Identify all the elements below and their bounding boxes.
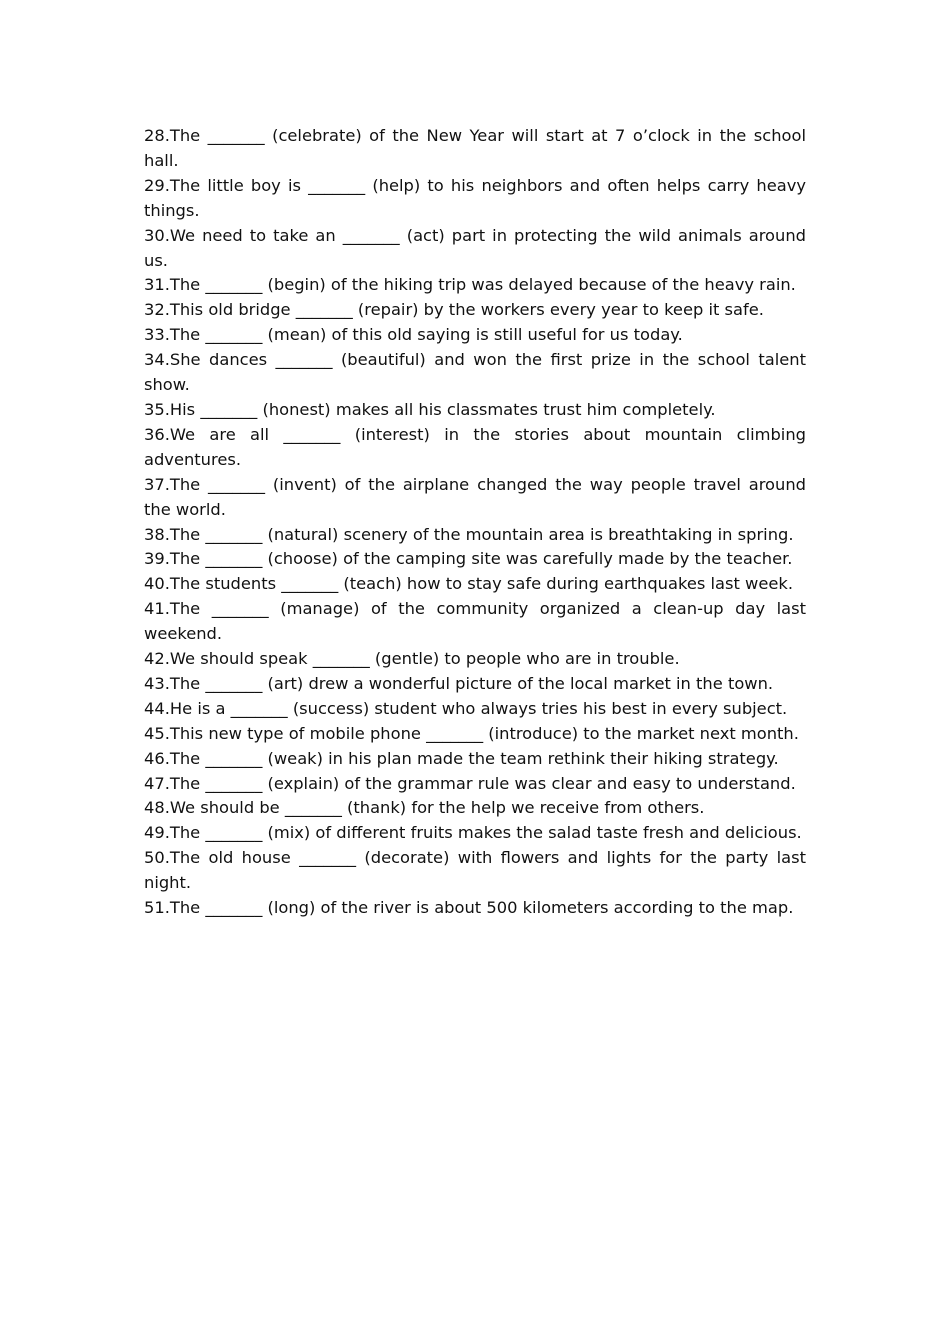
- question-35: 35.His _______ (honest) makes all his classmates trust him completely.: [144, 399, 716, 419]
- question-34: 34.She dances _______ (beautiful) and won the first prize in the school talent show.: [144, 350, 806, 395]
- question-48: 48.We should be _______ (thank) for the help we receive from others.: [144, 798, 705, 818]
- question-31: 31.The _______ (begin) of the hiking trip was delayed because of the heavy rain.: [144, 275, 796, 295]
- question-46: 46.The _______ (weak) in his plan made the team rethink their hiking strategy.: [144, 748, 779, 768]
- question-47: 47.The _______ (explain) of the grammar rule was clear and easy to understand.: [144, 773, 796, 793]
- question-29: 29.The little boy is _______ (help) to his neighbors and often helps carry heavy things.: [144, 175, 806, 220]
- question-41: 41.The _______ (manage) of the community organized a clean-up day last weekend.: [144, 599, 806, 644]
- question-40: 40.The students _______ (teach) how to stay safe during earthquakes last week.: [144, 574, 793, 594]
- question-39: 39.The _______ (choose) of the camping site was carefully made by the teacher.: [144, 549, 793, 569]
- question-38: 38.The _______ (natural) scenery of the mountain area is breathtaking in spring.: [144, 524, 794, 544]
- document-page: [144, 124, 806, 921]
- question-28: 28.The _______ (celebrate) of the New Year will start at 7 o’clock in the school hall.: [144, 126, 806, 170]
- question-44: 44.He is a _______ (success) student who always tries his best in every subject.: [144, 698, 788, 718]
- question-42: 42.We should speak _______ (gentle) to people who are in trouble.: [144, 649, 680, 669]
- question-32: 32.This old bridge _______ (repair) by the workers every year to keep it safe.: [144, 300, 764, 320]
- question-30: 30.We need to take an _______ (act) part in protecting the wild animals around us.: [144, 225, 806, 270]
- question-49: 49.The _______ (mix) of different fruits makes the salad taste fresh and delicious.: [144, 823, 802, 843]
- question-51: 51.The _______ (long) of the river is about 500 kilometers according to the map.: [144, 898, 794, 918]
- question-43: 43.The _______ (art) drew a wonderful picture of the local market in the town.: [144, 673, 774, 693]
- question-37: 37.The _______ (invent) of the airplane changed the way people travel around the world.: [144, 474, 806, 519]
- question-50: 50.The old house _______ (decorate) with flowers and lights for the party last night.: [144, 848, 806, 893]
- question-45: 45.This new type of mobile phone _______ (introduce) to the market next month.: [144, 723, 799, 743]
- question-33: 33.The _______ (mean) of this old saying is still useful for us today.: [144, 325, 683, 345]
- question-36: 36.We are all _______ (interest) in the stories about mountain climbing adventures.: [144, 424, 806, 469]
